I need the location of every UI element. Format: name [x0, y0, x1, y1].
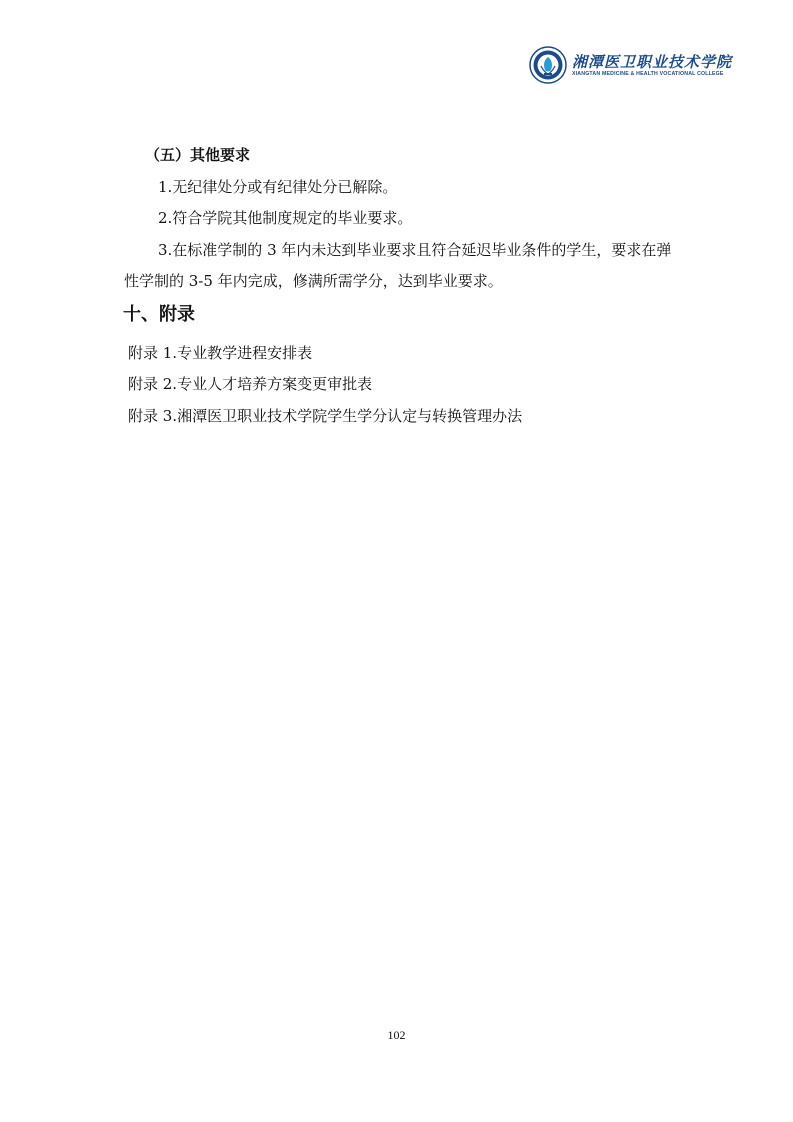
requirement-item-2: 2.符合学院其他制度规定的毕业要求。 [158, 209, 413, 227]
page-number: 102 [387, 1028, 406, 1042]
section-subheading: （五）其他要求 [145, 146, 251, 164]
appendix-item-3: 附录 3.湘潭医卫职业技术学院学生学分认定与转换管理办法 [128, 407, 523, 425]
requirement-item-3: 3.在标准学制的 3 年内未达到毕业要求且符合延迟毕业条件的学生，要求在弹 [158, 241, 672, 259]
requirement-item-3-continued: 性学制的 3-5 年内完成，修满所需学分，达到毕业要求。 [124, 272, 503, 290]
appendix-item-1: 附录 1.专业教学进程安排表 [128, 344, 313, 362]
college-logo [529, 46, 733, 88]
appendix-item-2: 附录 2.专业人才培养方案变更审批表 [128, 375, 373, 393]
college-name-en: XIANGTAN MEDICINE & HEALTH VOCATIONAL COLLEGE [572, 71, 724, 77]
college-name-cn: 湘潭医卫职业技术学院 [572, 53, 733, 71]
appendix-heading: 十、附录 [123, 304, 195, 325]
college-emblem-icon [529, 46, 567, 84]
requirement-item-1: 1.无纪律处分或有纪律处分已解除。 [158, 178, 398, 196]
